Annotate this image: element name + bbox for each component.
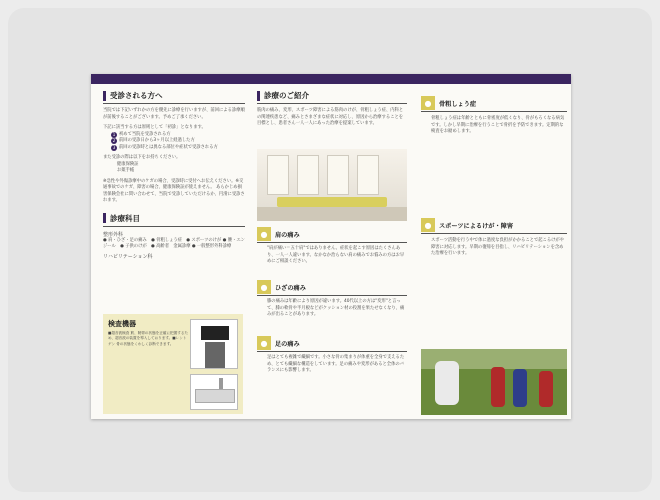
- bring-intro: また受診の際は以下をお持ちください。: [103, 155, 181, 160]
- knee-text: 膝の痛みは年齢により原因が違います。40代以上の方は"変形"と言って、膝の軟骨や半月板などがクッション材の役割を果たせなくなり、痛みが出ることがあります。: [267, 299, 405, 317]
- xray-image: [190, 374, 238, 410]
- knee-section-header: ● ひざの痛み: [257, 280, 306, 294]
- sport-text: スポーツ活動を行う中で体に過度な負担がかかることで起こるけがや障害に対応します。早期の復帰を目指し、リハビリテーションを含めた治療を行います。: [431, 238, 565, 256]
- heading-text: 診療のご紹介: [264, 91, 309, 100]
- equipment-text: ■超音波検査 筋、靭帯の状態を正確に把握するため、超音波の装置を導入しております。■レントゲン 骨の状態をくわしく診断できます。: [108, 331, 189, 346]
- priority-item: 3 前回の受診時とは異なる部位や症状で受診される方: [112, 144, 218, 150]
- shoulder-section-header: ● 肩の痛み: [257, 227, 300, 241]
- equipment-heading: 検査機器: [108, 320, 136, 328]
- heading-mark: [103, 213, 106, 223]
- foot-section-header: ● 足の痛み: [257, 336, 300, 350]
- section-heading: [103, 90, 245, 104]
- foot-text: 足はとても複雑で繊細です。小さな骨の集まりが体重を全身で支えるため、とても繊細な構造をしています。足の痛みや変形があると全体のバランスにも影響します。: [267, 355, 405, 373]
- equipment-box: [103, 314, 243, 414]
- ultrasound-image: [190, 319, 238, 369]
- waiting-room-photo: [257, 149, 407, 221]
- heading-mark: [103, 91, 106, 101]
- column-patients: [103, 90, 245, 260]
- section-heading: [257, 90, 407, 104]
- bone-icon: ●: [421, 96, 435, 110]
- dept-item: 整形外科: [103, 231, 124, 238]
- shoulder-icon: ●: [257, 227, 271, 241]
- top-bar: [91, 74, 571, 84]
- heading-mark: [257, 91, 260, 101]
- section-heading: [103, 213, 245, 227]
- shoulder-text: "肩が痛い＝五十肩"ではありません。症状を起こす原因はたくさんあり、一人一人違います。なかなか治らない肩の痛みでお悩みの方はお早めにご相談ください。: [267, 246, 405, 264]
- knee-icon: ●: [257, 280, 271, 294]
- notes-text: ※急性や外傷診療中のケガの場合、受診時に受付へお伝えください。※交通事故でのケガ、障害の場合、健康保険証が使えません。 あらかじめ損害保険会社に問い合わせて、当院で受診していただけるか、円滑に受診されます。: [103, 178, 245, 203]
- sport-icon: ●: [421, 218, 435, 232]
- heading-text: 受診される方へ: [110, 91, 163, 100]
- dept-item: リハビリテーション科: [103, 253, 153, 260]
- column-services: [257, 90, 407, 128]
- priority-intro: 下記に該当する方は原則として「初診」となります。: [103, 125, 206, 130]
- intro-text: 当院では下記いずれかの方を優先に診療を行いますが、前回による診療順が前後することがございます。予めご了承ください。: [103, 108, 245, 120]
- bone-section-header: ● 骨粗しょう症: [421, 96, 476, 110]
- bring-item: お薬手帳: [117, 168, 135, 173]
- intro-text: 筋肉の痛み、変形、スポーツ障害による筋肉のけが、骨粗しょう症、内科との関連疾患など、痛みとさまざまな症状に対応し、原因から治療することを目標とし、患者さん一人一人にあった治療を提案しています。: [257, 108, 404, 126]
- foot-icon: ●: [257, 336, 271, 350]
- bring-item: 健康保険証: [117, 161, 139, 167]
- priority-item: 1 初めて当院を受診される方: [112, 131, 171, 137]
- bone-text: 骨粗しょう症は年齢とともに骨密度が低くなり、骨がもろくなる病気です。しかし早期に治療を行うことで骨折を予防できます。定期的な検査をお勧めします。: [431, 116, 565, 134]
- brochure-page: [91, 74, 571, 419]
- heading-text: 診療科目: [110, 213, 140, 223]
- sport-section-header: ● スポーツによるけが・障害: [421, 218, 513, 232]
- priority-item: 2 前回の受診日から3ヶ月以上経過した方: [112, 138, 195, 144]
- dept-sub: ● 肩・ひざ・足の痛み ● 骨粗しょう症 ● スポーツのけが ● 腰・エンジール ● 子供のけが ● 高齢者 金属診療 ● 一般整形外科診療: [103, 237, 245, 249]
- sports-photo: [421, 349, 567, 415]
